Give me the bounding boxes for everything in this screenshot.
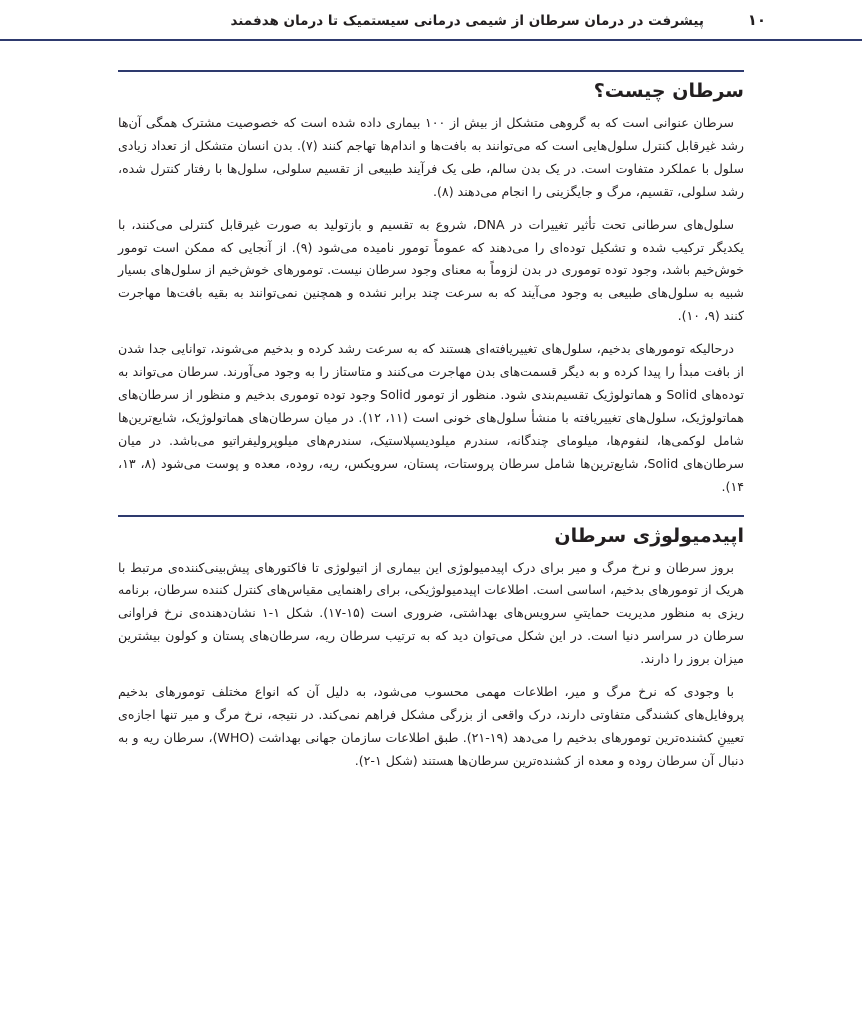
section-heading: سرطان چیست؟ [593,80,744,102]
page-content [118,70,744,783]
page-number: ۱۰ [747,11,766,29]
paragraph: بروز سرطان و نرخ مرگ و میر برای درک اپیدمیولوژی این بیماری از اتیولوژی تا فاکتورهای پیش‌بینی‌کننده‌ی مرتبط با هریک از تومورهای بدخیم، اساسی است. اطلاعات اپیدمیولوژیکی، برای راهنمایی مقیاس‌های کنترل کننده سرطان، برنامه ریزی به منظور مدیریت حمایتیِ سرویس‌های بهداشتی، ضروری است (۱۵-۱۷). شکل ۱-۱ نشان‌دهنده‌ی نرخ فراوانی سرطان در سراسر دنیا است. در این شکل می‌توان دید که به ترتیب سرطان ریه، سرطان‌های پستان و کولون بیشترین میزان بروز را دارند. [118,559,744,667]
running-header [0,0,862,41]
paragraph: با وجودی که نرخ مرگ و میر، اطلاعات مهمی محسوب می‌شود، به دلیل آن که انواع مختلف تومورهای بدخیم پروفایل‌های کشندگی متفاوتی دارند، درک واقعی از بزرگی مشکل فراهم نمی‌کند. در نتیجه، نرخ مرگ و میر تنها اجازه‌ی تعیینِ کشنده‌ترین تومورهای بدخیم را می‌دهد (۱۹-۲۱). طبق اطلاعات سازمان جهانی بهداشت (WHO)، سرطان ریه و به دنبال آن سرطان روده و معده از کشنده‌ترین سرطان‌ها هستند (شکل ۱-۲). [118,684,745,768]
section-cancer-epidemiology [118,515,744,773]
paragraph: درحالیکه تومورهای بدخیم، سلول‌های تغییریافته‌ای هستند که به سرعت رشد کرده و بدخیم می‌شوند، توانایی جدا شدن از بافت مبدأ را پیدا کرده و به دیگر قسمت‌های بدن مهاجرت می‌کنند و متاستاز را به وجود می‌آورند. سرطان می‌تواند به توده‌های Solid و هماتولوژیک تقسیم‌بندی شود. منظور از تومور Solid وجود توده توموری بدخیم و منظور از سرطان‌های هماتولوژیک، سلول‌های تغییریافته با منشأ سلول‌های خونی است (۱۱، ۱۲). در میان سرطان‌های هماتولوژیک، شایع‌ترین‌ها شامل لوکمی‌ها، لنفوم‌ها، میلومای چندگانه، سندرم میلودیسپلاستیک، سندرم‌های میلوپرولیفراتیو می‌باشد. در میان سرطان‌های Solid، شایع‌ترین‌ها شامل سرطان پروستات، پستان، سرویکس، ریه، روده، معده و پوست می‌شود (۸، ۱۳، ۱۴). [118,341,744,494]
section-divider [118,70,744,72]
paragraph: سرطان عنوانی است که به گروهی متشکل از بیش از ۱۰۰ بیماری داده شده است که خصوصیت مشترک همگی آن‌ها رشد غیرقابل کنترل سلول‌هایی است که می‌توانند به بافت‌ها و اندام‌ها تهاجم کنند (۷). بدن انسان متشکل از تعداد زیادی سلول با عملکرد متفاوت است. در یک بدن سالم، طی یک فرآیند طبیعی از تقسیم سلولی، سلول‌ها با رفتار کنترل شده، رشد سلولی، تقسیم، مرگ و جایگزینی را انجام می‌دهند (۸). [118,115,744,199]
section-divider [118,515,744,517]
paragraph: سلول‌های سرطانی تحت تأثیر تغییرات در DNA، شروع به تقسیم و بازتولید به صورت غیرقابل کنترلی می‌کنند، با یکدیگر ترکیب شده و تشکیل توده‌ای را می‌دهند که عموماً تومور نامیده می‌شود (۹). از آنجایی که ممکن است تومور خوش‌خیم باشد، وجود توده توموری در بدن لزوماً به معنای وجود سرطان نیست. تومورهای خوش‌خیم از سلول‌های بسیار شبیه به سلول‌های طبیعی به وجود می‌آیند که به سرعت چند برابر نشده و همچنین نمی‌توانند به بقیه بافت‌ها مهاجرت کنند (۹، ۱۰). [118,216,744,324]
running-title: پیشرفت در درمان سرطان از شیمی درمانی سیستمیک تا درمان هدفمند [230,13,704,29]
section-what-is-cancer [118,70,744,499]
section-heading: اپیدمیولوژی سرطان [554,524,744,547]
